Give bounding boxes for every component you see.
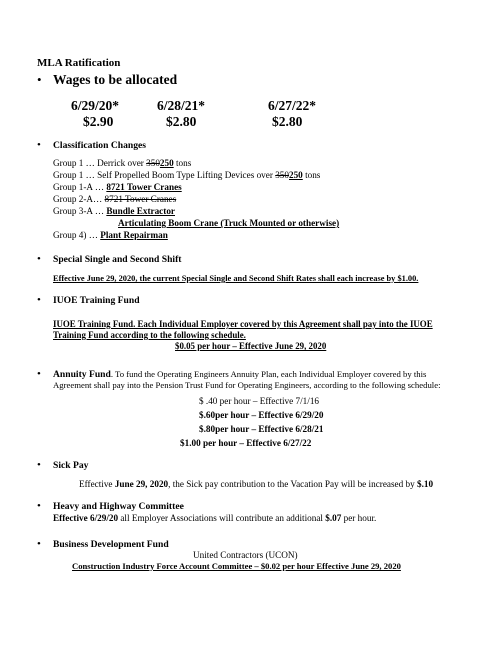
wage-date-2: 6/28/21*	[157, 98, 206, 113]
wage-amount-1: $2.90	[83, 114, 114, 129]
bullet-shift	[37, 254, 41, 265]
classification-line-4: Group 2-A… 8721 Tower Cranes	[53, 194, 177, 204]
wages-heading: Wages to be allocated	[53, 72, 178, 87]
bullet-training	[37, 295, 41, 306]
highway-heading: Heavy and Highway Committee	[53, 501, 184, 512]
bullet-highway	[37, 501, 41, 512]
training-line-2: Training Fund according to the following schedule.	[53, 330, 246, 340]
shift-text: Effective June 29, 2020, the current Special Single and Second Shift Rates shall each increase by $1.00.	[53, 274, 419, 283]
business-line-2: Construction Industry Force Account Committee – $0.02 per hour Effective June 29, 2020	[72, 561, 401, 571]
highway-text: Effective 6/29/20 all Employer Associations will contribute an additional $.07 per hour.	[53, 513, 377, 523]
classification-line-5: Group 3-A … Bundle Extractor	[53, 206, 175, 216]
training-line-3: $0.05 per hour – Effective June 29, 2020	[175, 341, 327, 351]
classification-line-7: Group 4) … Plant Repairman	[53, 230, 168, 240]
annuity-rate-3: $.80per hour – Effective 6/28/21	[199, 424, 324, 434]
wage-amount-3: $2.80	[272, 114, 303, 129]
bullet-business	[37, 539, 41, 550]
classification-line-3: Group 1-A … 8721 Tower Cranes	[53, 182, 182, 192]
wage-amount-2: $2.80	[166, 114, 197, 129]
business-heading: Business Development Fund	[53, 539, 169, 550]
sick-heading: Sick Pay	[53, 460, 89, 471]
annuity-rate-2: $.60per hour – Effective 6/29/20	[199, 410, 324, 420]
bullet-classification	[37, 140, 41, 151]
annuity-heading: Annuity Fund	[53, 369, 111, 380]
annuity-rate-4: $1.00 per hour – Effective 6/27/22	[180, 438, 312, 448]
annuity-rate-1: $ .40 per hour – Effective 7/1/16	[199, 396, 320, 406]
annuity-line-1: Annuity Fund. To fund the Operating Engineers Annuity Plan, each Individual Employer covered by this	[53, 369, 427, 380]
wage-date-1: 6/29/20*	[71, 98, 120, 113]
bullet-sick	[37, 460, 41, 471]
training-line-1: IUOE Training Fund. Each Individual Employer covered by this Agreement shall pay into the IUOE	[53, 319, 433, 329]
classification-heading: Classification Changes	[53, 140, 147, 151]
shift-heading: Special Single and Second Shift	[53, 254, 182, 265]
classification-line-2: Group 1 … Self Propelled Boom Type Lifting Devices over 350250 tons	[53, 170, 321, 180]
bullet-wages	[37, 73, 42, 86]
classification-line-1: Group 1 … Derrick over 350250 tons	[53, 158, 192, 168]
classification-line-6: Articulating Boom Crane (Truck Mounted or otherwise)	[118, 218, 340, 228]
training-heading: IUOE Training Fund	[53, 295, 140, 306]
bullet-annuity	[37, 369, 41, 380]
business-line-1: United Contractors (UCON)	[193, 550, 298, 560]
annuity-line-2: Agreement shall pay into the Pension Trust Fund for Operating Engineers, according to the following schedule:	[53, 380, 441, 390]
document-title: MLA Ratification	[37, 57, 121, 69]
sick-text: Effective June 29, 2020, the Sick pay contribution to the Vacation Pay will be increased by $.10	[79, 479, 434, 489]
wage-date-3: 6/27/22*	[268, 98, 317, 113]
